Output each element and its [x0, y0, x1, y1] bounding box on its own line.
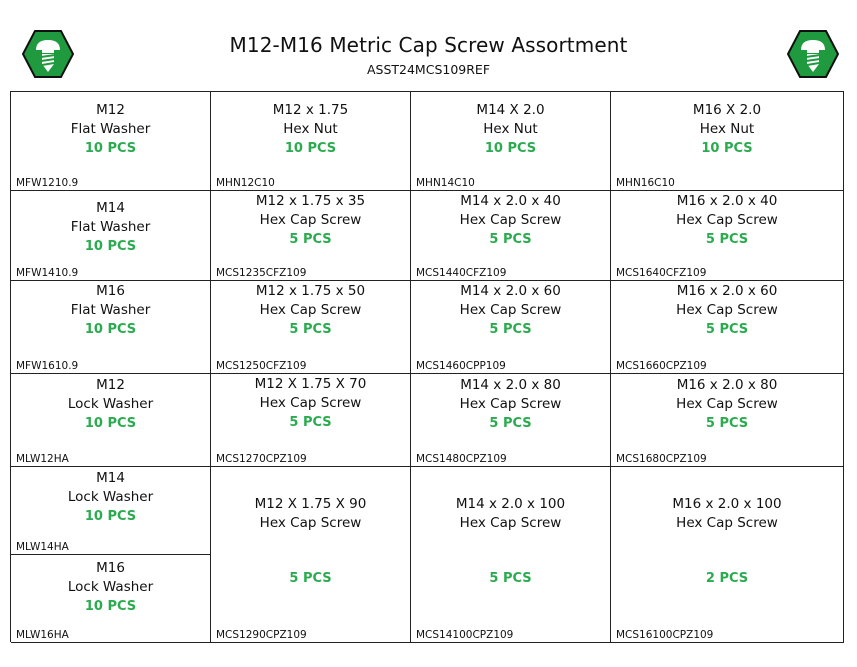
bin-cell	[211, 92, 411, 191]
bin-type: Hex Cap Screw	[676, 396, 778, 412]
bin-code: MCS1250CFZ109	[216, 360, 307, 372]
bin-code: MCS1270CPZ109	[216, 453, 307, 465]
assortment-grid	[10, 91, 844, 642]
bin-type: Lock Washer	[67, 489, 154, 505]
bin-cell	[411, 467, 611, 643]
bin-cell	[211, 467, 411, 643]
bin-type: Hex Cap Screw	[459, 302, 562, 318]
bin-cell	[211, 281, 411, 374]
bin-type: Hex Cap Screw	[259, 302, 362, 318]
bin-qty: 5 PCS	[289, 415, 332, 430]
bin-cell	[11, 555, 211, 643]
bin-size: M12 x 1.75 x 35	[255, 193, 366, 209]
bin-cell	[611, 374, 844, 467]
bin-qty: 5 PCS	[705, 322, 749, 337]
bin-cell	[11, 92, 211, 191]
bin-size: M12	[96, 102, 125, 118]
bin-qty: 10 PCS	[484, 141, 537, 156]
bin-type: Flat Washer	[70, 121, 151, 137]
bin-type: Hex Cap Screw	[459, 515, 562, 531]
bin-code: MLW12HA	[16, 453, 69, 465]
bin-qty: 10 PCS	[84, 322, 137, 337]
bin-qty: 5 PCS	[489, 416, 532, 431]
bin-cell	[611, 467, 844, 643]
bin-size: M14 x 2.0 x 100	[455, 496, 566, 512]
bin-cell	[411, 281, 611, 374]
bin-qty: 5 PCS	[705, 232, 749, 247]
bin-size: M16 x 2.0 x 40	[676, 193, 778, 209]
bin-cell	[11, 191, 211, 281]
bin-qty: 5 PCS	[489, 232, 532, 247]
bin-size: M12 x 1.75	[272, 102, 349, 118]
bin-size: M16	[96, 283, 125, 299]
bin-code: MLW16HA	[16, 629, 69, 641]
bin-cell	[411, 92, 611, 191]
bin-code: MLW14HA	[16, 541, 69, 553]
bin-code: MCS1440CFZ109	[416, 267, 507, 279]
bin-size: M14 x 2.0 x 60	[460, 283, 561, 299]
bin-cell	[611, 191, 844, 281]
bin-type: Hex Cap Screw	[676, 302, 778, 318]
bin-code: MCS1660CPZ109	[616, 360, 707, 372]
bin-size: M14	[96, 470, 125, 486]
document-header	[0, 0, 857, 90]
bin-code: MCS1460CPP109	[416, 360, 506, 372]
bin-type: Hex Nut	[699, 121, 755, 137]
bin-qty: 5 PCS	[289, 232, 332, 247]
page-subtitle: ASST24MCS109REF	[366, 62, 491, 77]
bin-qty: 10 PCS	[701, 141, 753, 156]
bin-size: M12 x 1.75 x 50	[255, 283, 366, 299]
bin-type: Flat Washer	[70, 219, 151, 235]
bin-cell	[411, 191, 611, 281]
bin-size: M14 x 2.0 x 80	[460, 377, 561, 393]
bin-qty: 5 PCS	[489, 571, 532, 586]
bin-cell	[11, 281, 211, 374]
bin-qty: 5 PCS	[489, 322, 532, 337]
bin-cell	[411, 374, 611, 467]
bin-type: Lock Washer	[67, 396, 154, 412]
bin-code: MCS1640CFZ109	[616, 267, 707, 279]
page-title: M12-M16 Metric Cap Screw Assortment	[229, 33, 628, 57]
bin-type: Hex Cap Screw	[259, 395, 362, 411]
bin-size: M14 X 2.0	[476, 102, 545, 118]
bin-type: Hex Cap Screw	[459, 212, 562, 228]
bin-type: Hex Nut	[483, 121, 538, 137]
bin-qty: 10 PCS	[84, 509, 137, 524]
bin-cell	[11, 374, 211, 467]
bin-qty: 5 PCS	[289, 322, 332, 337]
bin-size: M12	[96, 377, 125, 393]
bin-qty: 5 PCS	[289, 571, 332, 586]
bin-code: MFW1410.9	[16, 267, 79, 279]
bin-type: Hex Cap Screw	[259, 212, 362, 228]
bin-code: MCS16100CPZ109	[616, 629, 714, 641]
bin-size: M16 x 2.0 x 100	[672, 496, 782, 512]
bin-code: MCS14100CPZ109	[416, 629, 514, 641]
bin-size: M14	[96, 200, 125, 216]
bin-size: M14 x 2.0 x 40	[460, 193, 561, 209]
bin-qty: 2 PCS	[705, 571, 749, 586]
bin-qty: 10 PCS	[84, 239, 137, 254]
bin-size: M12 X 1.75 X 70	[254, 376, 367, 392]
bin-type: Hex Cap Screw	[676, 212, 778, 228]
bin-size: M16 x 2.0 x 80	[676, 377, 778, 393]
screw-hexagon-icon	[787, 30, 839, 78]
bin-cell	[611, 92, 844, 191]
bin-code: MCS1235CFZ109	[216, 267, 307, 279]
bin-type: Hex Nut	[283, 121, 338, 137]
bin-type: Lock Washer	[67, 579, 154, 595]
bin-size: M12 X 1.75 X 90	[254, 496, 367, 512]
bin-code: MHN12C10	[216, 177, 275, 189]
bin-code: MHN14C10	[416, 177, 475, 189]
bin-code: MCS1480CPZ109	[416, 453, 507, 465]
bin-size: M16	[96, 560, 125, 576]
bin-type: Hex Cap Screw	[676, 515, 778, 531]
bin-cell	[211, 191, 411, 281]
bin-size: M16 x 2.0 x 60	[676, 283, 778, 299]
bin-type: Hex Cap Screw	[459, 396, 562, 412]
bin-code: MCS1290CPZ109	[216, 629, 307, 641]
bin-code: MCS1680CPZ109	[616, 453, 707, 465]
bin-code: MFW1210.9	[16, 177, 79, 189]
bin-qty: 10 PCS	[84, 141, 137, 156]
bin-qty: 10 PCS	[284, 141, 337, 156]
bin-cell	[611, 281, 844, 374]
bin-qty: 10 PCS	[84, 416, 137, 431]
bin-size: M16 X 2.0	[692, 102, 762, 118]
bin-qty: 10 PCS	[84, 599, 137, 614]
bin-cell	[211, 374, 411, 467]
bin-qty: 5 PCS	[705, 416, 749, 431]
bin-code: MHN16C10	[616, 177, 675, 189]
bin-type: Flat Washer	[70, 302, 151, 318]
bin-type: Hex Cap Screw	[259, 515, 362, 531]
bin-code: MFW1610.9	[16, 360, 79, 372]
bin-cell	[11, 467, 211, 555]
